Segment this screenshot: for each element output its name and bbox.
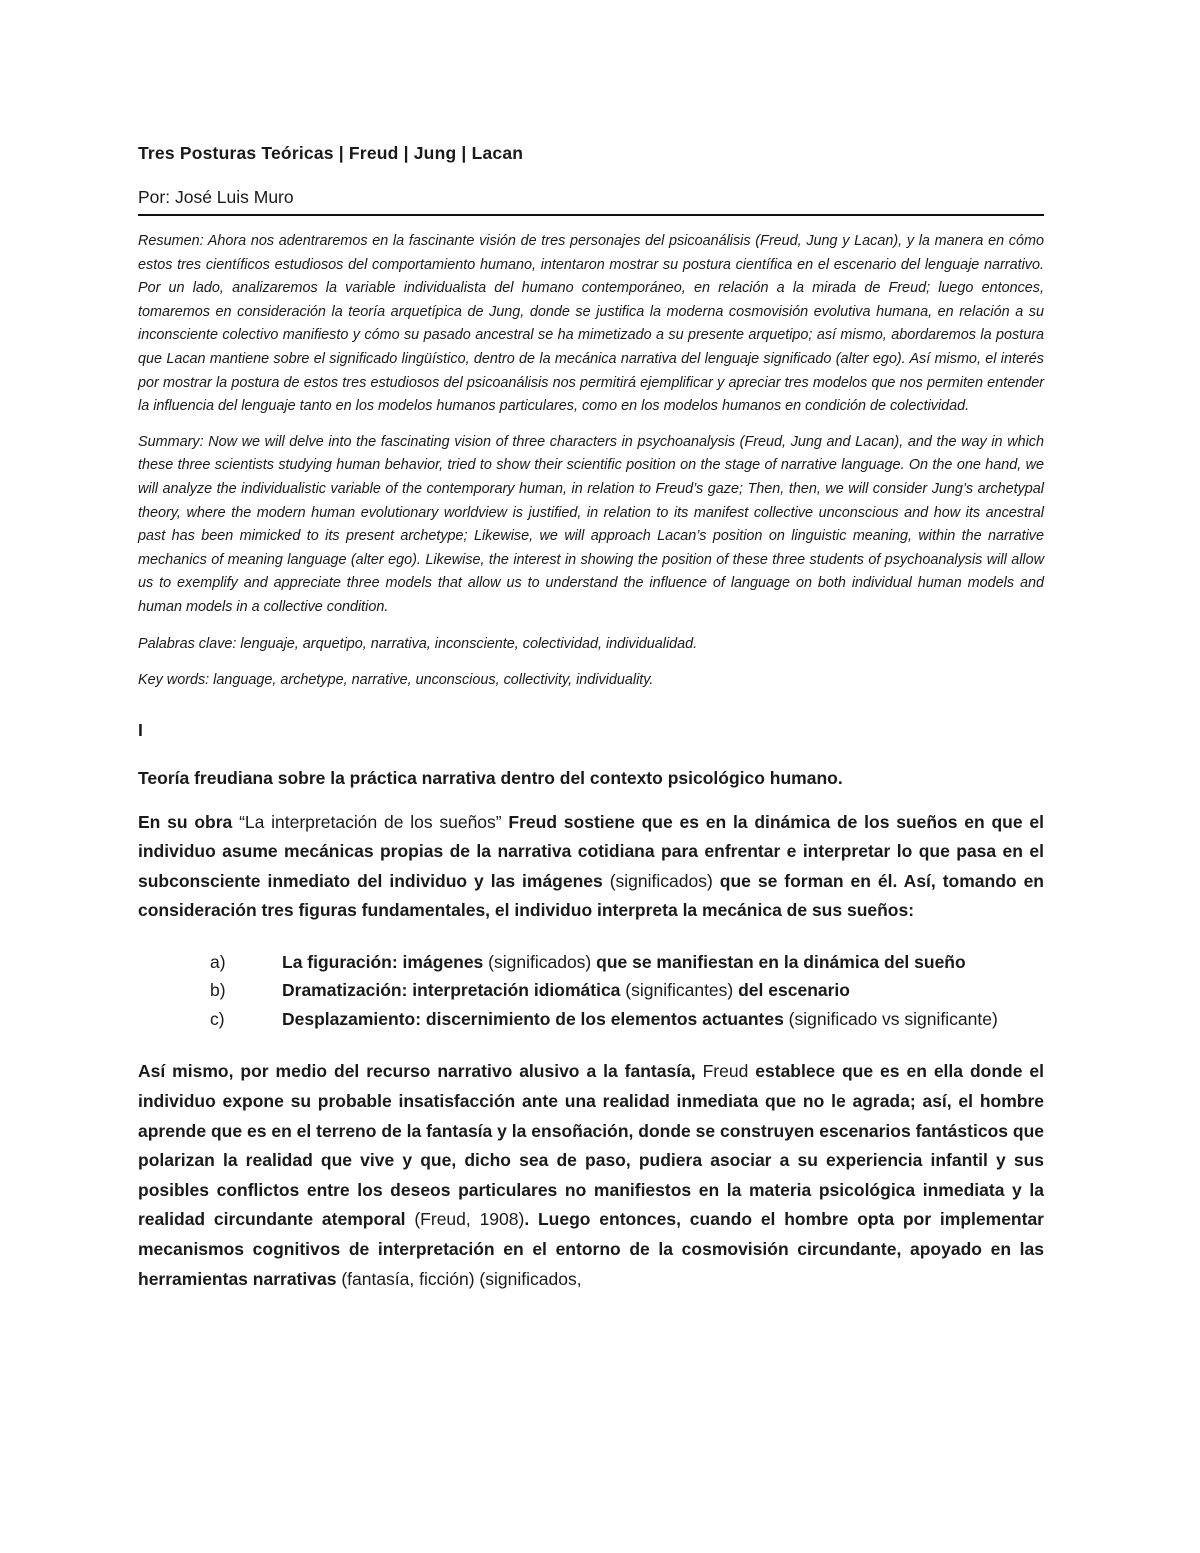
summary-paragraph: Summary: Now we will delve into the fascinating vision of three characters in psychoanalysis (Freud, Jung and Lacan), and the way in which these three scientists studying human behavior, tried to show their scientific position on the stage of narrative language. On the one hand, we will analyze the individualistic variable of the contemporary human, in relation to Freud’s gaze; Then, then, we will consider Jung’s archetypal theory, where the modern human evolutionary worldview is justified, in relation to its manifest collective unconscious and how its ancestral past has been mimicked to its present archetype; Likewise, we will approach Lacan’s position on linguistic meaning, within the narrative mechanics of meaning language (alter ego). Likewise, the interest in showing the position of these three students of psychoanalysis will allow us to exemplify and appreciate three models that allow us to understand the influence of language on both individual human models and human models in a collective condition. bbox=[138, 433, 1044, 615]
p2-part-b: Freud bbox=[702, 1061, 749, 1082]
p2-part-a: Así mismo, por medio del recurso narrativo alusivo a la fantasía, bbox=[138, 1061, 703, 1082]
p1-part-e: que se forman en él. Así, tomando en consideración tres figuras fundamentales, el individuo interpreta la mecánica de sus sueños: bbox=[138, 870, 1044, 921]
p2-part-f: (fantasía, ficción) (significados, bbox=[341, 1268, 582, 1289]
body-paragraph-2 bbox=[138, 1057, 1044, 1294]
list-item-text: Desplazamiento: discernimiento de los elementos actuantes bbox=[282, 1008, 789, 1029]
list-marker: c) bbox=[210, 1008, 225, 1029]
section-number: I bbox=[138, 719, 143, 740]
list-marker: a) bbox=[210, 951, 226, 972]
figures-list bbox=[210, 948, 1044, 1034]
title-divider bbox=[138, 214, 1044, 216]
list-item-tail: del escenario bbox=[733, 980, 850, 1001]
p2-part-e: . Luego entonces, cuando el hombre opta por implementar mecanismos cognitivos de interpretación en el entorno de la cosmovisión circundante, apoyado en las herramientas narrativas bbox=[138, 1209, 1044, 1289]
body-paragraph-1 bbox=[138, 808, 1044, 926]
p1-book-title: “La interpretación de los sueños” bbox=[239, 811, 502, 832]
palabras-clave: Palabras clave: lenguaje, arquetipo, narrativa, inconsciente, colectividad, individualidad. bbox=[138, 635, 698, 652]
p1-part-c: Freud sostiene que es en la dinámica de los sueños en que el individuo asume mecánicas propias de la narrativa cotidiana para enfrentar e interpretar lo que pasa en el subconsciente inmediato del individuo y las imágenes bbox=[138, 811, 1044, 891]
key-words: Key words: language, archetype, narrative, unconscious, collectivity, individuality. bbox=[138, 671, 654, 688]
list-marker: b) bbox=[210, 980, 226, 1001]
document-author: Por: José Luis Muro bbox=[138, 187, 294, 207]
list-item bbox=[210, 976, 1044, 1005]
list-item bbox=[210, 948, 1044, 977]
document-title: Tres Posturas Teóricas | Freud | Jung | Lacan bbox=[138, 143, 524, 163]
p1-part-a: En su obra bbox=[138, 811, 240, 832]
p2-citation: (Freud, 1908) bbox=[414, 1209, 525, 1230]
list-item-text: Dramatización: interpretación idiomática bbox=[282, 980, 626, 1001]
list-item-tail: que se manifiestan en la dinámica del sueño bbox=[591, 951, 966, 972]
list-item-paren: (significantes) bbox=[625, 980, 734, 1001]
p1-part-d: (significados) bbox=[609, 870, 713, 891]
resumen-paragraph: Resumen: Ahora nos adentraremos en la fascinante visión de tres personajes del psicoanálisis (Freud, Jung y Lacan), y la manera en cómo estos tres científicos estudiosos del comportamiento humano, intentaron mostrar su postura científica en el escenario del lenguaje narrativo. Por un lado, analizaremos la variable individualista del humano contemporáneo, en relación a la mirada de Freud; luego entonces, tomaremos en consideración la teoría arquetípica de Jung, donde se justifica la moderna cosmovisión evolutiva humana, en relación a su inconsciente colectivo manifiesto y cómo su pasado ancestral se ha mimetizado a su presente arquetipo; así mismo, abordaremos la postura que Lacan mantiene sobre el significado lingüístico, dentro de la mecánica narrativa del lenguaje significado (alter ego). Así mismo, el interés por mostrar la postura de estos tres estudiosos del psicoanálisis nos permitirá ejemplificar y apreciar tres modelos que nos permiten entender la influencia del lenguaje tanto en los modelos humanos particulares, como en los modelos humanos en condición de colectividad. bbox=[138, 233, 1044, 415]
document-content bbox=[138, 141, 1044, 1294]
p2-part-c: establece que es en ella donde el individuo expone su probable insatisfacción ante una realidad inmediata que no le agrada; así, el hombre aprende que es en el terreno de la fantasía y la ensoñación, donde se construyen escenarios fantásticos que polarizan la realidad que vive y que, dicho sea de paso, pudiera asociar a su experiencia infantil y sus posibles conflictos entre los deseos particulares no manifiestos en la materia psicológica inmediata y la realidad circundante atemporal bbox=[138, 1061, 1044, 1230]
section-title: Teoría freudiana sobre la práctica narrativa dentro del contexto psicológico humano. bbox=[138, 767, 843, 788]
list-item bbox=[210, 1005, 1044, 1034]
list-item-paren: (significados) bbox=[488, 951, 592, 972]
list-item-paren: (significado vs significante) bbox=[788, 1008, 998, 1029]
list-item-text: La figuración: imágenes bbox=[282, 951, 489, 972]
